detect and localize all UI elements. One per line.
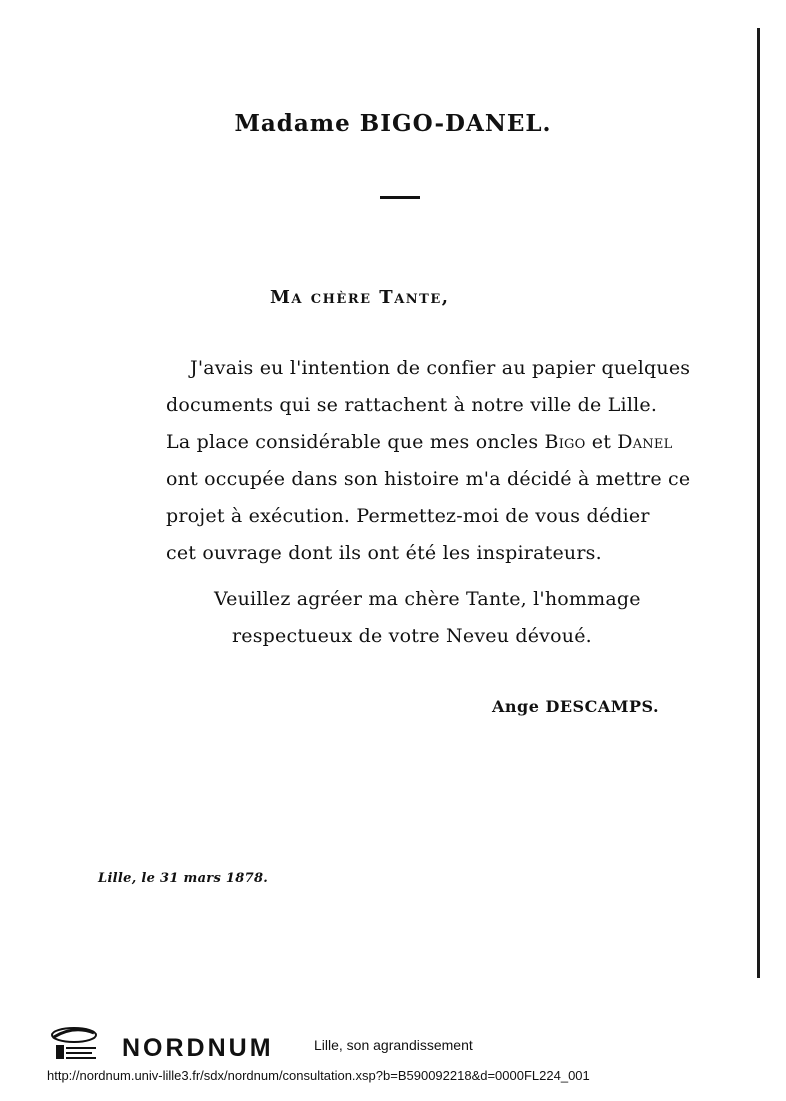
body-line-text: La place considérable que mes oncles (166, 431, 539, 453)
closing-line: respectueux de votre Neveu dévoué. (232, 625, 592, 647)
salutation: Ma chère Tante, (270, 287, 450, 308)
body-line: cet ouvrage dont ils ont été les inspirateurs. (166, 542, 602, 564)
body-line: documents qui se rattachent à notre ville de Lille. (166, 394, 658, 416)
body-line: ont occupée dans son histoire m'a décidé à mettre ce (166, 468, 691, 490)
dedication-title: Madame BIGO-DANEL. (234, 110, 552, 137)
body-line: projet à exécution. Permettez-moi de vous dédier (166, 505, 650, 527)
name-bigo: Bigo (544, 431, 586, 453)
name-danel: Danel (617, 431, 673, 453)
closing-line: Veuillez agréer ma chère Tante, l'hommage (214, 588, 641, 610)
conjunction: et (591, 431, 612, 453)
document-name: Lille, son agrandissement (314, 1037, 473, 1053)
signature: Ange DESCAMPS. (492, 697, 660, 716)
source-url[interactable]: http://nordnum.univ-lille3.fr/sdx/nordnum/consultation.xsp?b=B590092218&d=0000FL224_001 (47, 1068, 590, 1083)
dateline: Lille, le 31 mars 1878. (98, 871, 269, 886)
page-edge-rule (757, 28, 760, 978)
nordnum-brand: NORDNUM (122, 1034, 274, 1062)
title-divider (380, 196, 420, 199)
service-documentation-logo (46, 1023, 106, 1067)
body-line (166, 431, 672, 453)
body-line: J'avais eu l'intention de confier au papier quelques (190, 357, 691, 379)
